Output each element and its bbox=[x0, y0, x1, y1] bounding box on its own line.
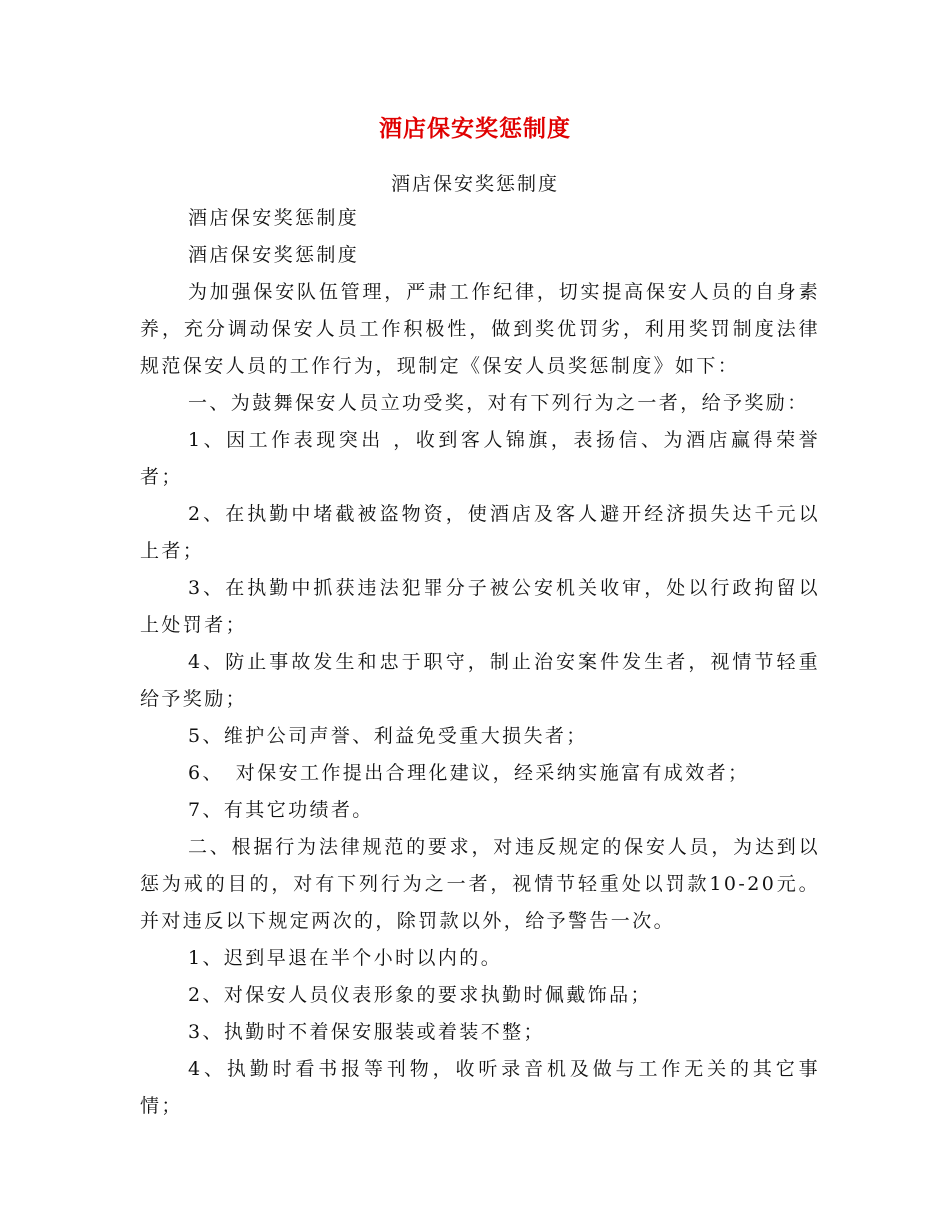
penalty-item-3: 3、执勤时不着保安服装或着装不整； bbox=[188, 1021, 545, 1043]
reward-item-1: 1、因工作表现突出 ，收到客人锦旗，表扬信、为酒店赢得荣誉者； bbox=[140, 429, 820, 488]
paragraph-intro: 为加强保安队伍管理，严肃工作纪律，切实提高保安人员的自身素养，充分调动保安人员工作积极性，做到奖优罚劣，利用奖罚制度法律规范保安人员的工作行为，现制定《保安人员奖惩制度》如下： bbox=[140, 281, 820, 377]
reward-item-7: 7、有其它功绩者。 bbox=[188, 799, 374, 821]
penalty-item-4: 4、执勤时看书报等刊物，收听录音机及做与工作无关的其它事情； bbox=[140, 1058, 820, 1117]
reward-item-2: 2、在执勤中堵截被盗物资，使酒店及客人避开经济损失达千元以上者； bbox=[140, 503, 820, 562]
paragraph-heading-repeat-1: 酒店保安奖惩制度 bbox=[188, 207, 360, 229]
section-heading-rewards: 一、为鼓舞保安人员立功受奖，对有下列行为之一者，给予奖励： bbox=[188, 392, 809, 414]
reward-item-6: 6、 对保安工作提出合理化建议，经采纳实施富有成效者； bbox=[188, 762, 750, 784]
reward-item-5: 5、维护公司声誉、利益免受重大损失者； bbox=[188, 725, 588, 747]
section-heading-penalties: 二、根据行为法律规范的要求，对违反规定的保安人员，为达到以惩为戒的目的，对有下列行为之一者，视情节轻重处以罚款10-20元。并对违反以下规定两次的，除罚款以外，给予警告一次。 bbox=[140, 836, 820, 932]
paragraph-heading-repeat-2: 酒店保安奖惩制度 bbox=[188, 244, 360, 266]
penalty-item-2: 2、对保安人员仪表形象的要求执勤时佩戴饰品； bbox=[188, 984, 652, 1006]
document-title: 酒店保安奖惩制度 bbox=[379, 115, 571, 142]
penalty-item-1: 1、迟到早退在半个小时以内的。 bbox=[188, 947, 503, 969]
reward-item-4: 4、防止事故发生和忠于职守，制止治安案件发生者，视情节轻重给予奖励； bbox=[140, 651, 820, 710]
reward-item-3: 3、在执勤中抓获违法犯罪分子被公安机关收审，处以行政拘留以上处罚者； bbox=[140, 577, 820, 636]
document-subtitle: 酒店保安奖惩制度 bbox=[390, 173, 559, 195]
document-body bbox=[140, 200, 820, 1125]
